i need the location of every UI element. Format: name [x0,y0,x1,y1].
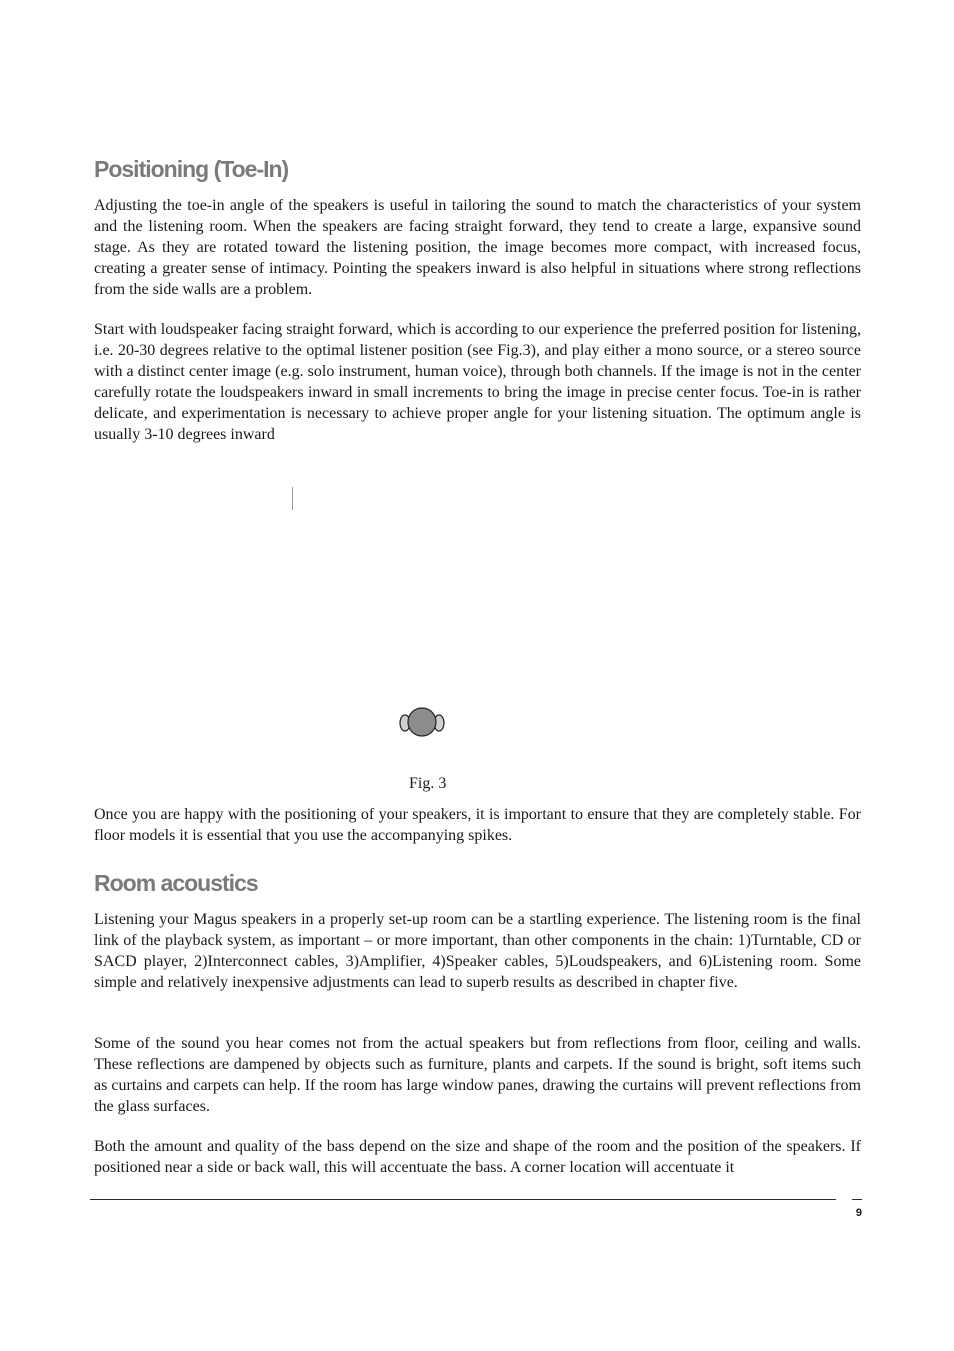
listener-head-icon [398,704,446,740]
figure-vertical-line [292,487,293,510]
section-heading-toe-in: Positioning (Toe-In) [94,156,289,182]
toe-in-paragraph-1: Adjusting the toe-in angle of the speakers is useful in tailoring the sound to match the characteristics of your system and the listening room. When the speakers are facing straight forward, they tend to create a large, expansive sound stage. As they are rotated toward the listening position, the image becomes more compact, with increased focus, creating a greater sense of intimacy. Pointing the speakers inward is also helpful in situations where strong reflections from the side walls are a problem. [94,197,861,298]
section-heading-room-acoustics: Room acoustics [94,870,258,896]
footer-page-rule [852,1199,862,1200]
room-acoustics-paragraph-2: Some of the sound you hear comes not from the actual speakers but from reflections from floor, ceiling and walls. These reflections are dampened by objects such as furniture, plants and carpets. If the sound is bright, soft items such as curtains and carpets can help. If the room has large window panes, drawing the curtains will prevent reflections from the glass surfaces. [94,1035,861,1115]
room-acoustics-paragraph-1: Listening your Magus speakers in a properly set-up room can be a startling experience. The listening room is the final link of the playback system, as important – or more important, than other components in the chain: 1)Turntable, CD or SACD player, 2)Interconnect cables, 3)Amplifier, 4)Speaker cables, 5)Loudspeakers, and 6)Listening room. Some simple and relatively inexpensive adjustments can lead to superb results as described in chapter five. [94,911,861,991]
figure-caption: Fig. 3 [409,775,447,792]
room-acoustics-paragraph-3: Both the amount and quality of the bass depend on the size and shape of the room and the position of the speakers. If positioned near a side or back wall, this will accentuate the bass. A corner location will accentuate it [94,1138,861,1176]
footer-rule [90,1199,836,1200]
page-number: 9 [855,1207,862,1219]
toe-in-paragraph-2: Start with loudspeaker facing straight forward, which is according to our experience the preferred position for listening, i.e. 20-30 degrees relative to the optimal listener position (see Fig.3), and play either a mono source, or a stereo source with a distinct center image (e.g. solo instrument, human voice), through both channels. If the image is not in the center carefully rotate the loudspeakers inward in small increments to bring the image in precise center focus. Toe-in is rather delicate, and experimentation is necessary to achieve proper angle for your listening situation. The optimum angle is usually 3-10 degrees inward [94,321,861,443]
toe-in-paragraph-3: Once you are happy with the positioning of your speakers, it is important to ensure that they are completely stable. For floor models it is essential that you use the accompanying spikes. [94,806,861,844]
